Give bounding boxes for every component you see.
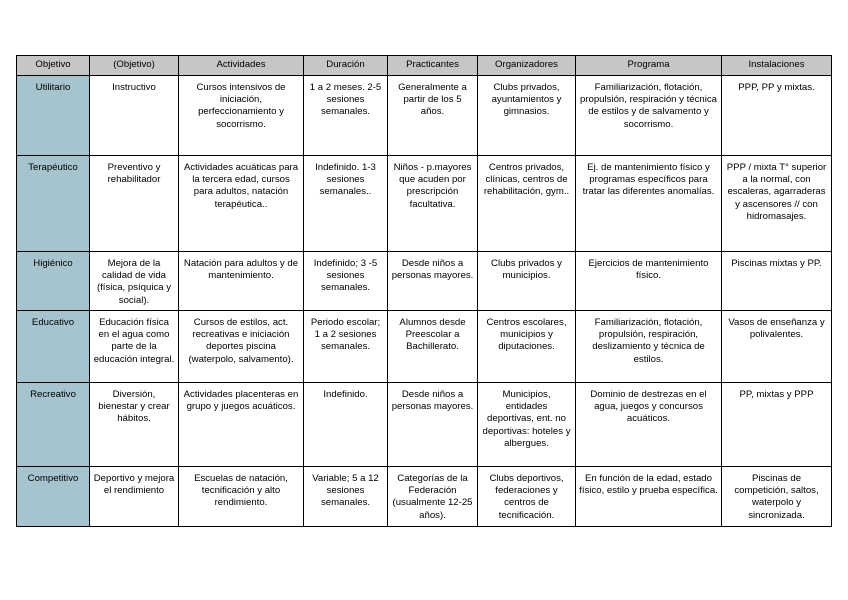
table-cell: Municipios, entidades deportivas, ent. no deportivas: hoteles y albergues. xyxy=(478,383,576,467)
table-row xyxy=(17,156,832,252)
table-cell: Dominio de destrezas en el agua, juegos y concursos acuáticos. xyxy=(576,383,722,467)
table-cell: Familiarización, flotación, propulsión, respiración, deslizamiento y técnica de estilos. xyxy=(576,311,722,383)
header-objetivo-secundario: (Objetivo) xyxy=(90,56,179,76)
table-row xyxy=(17,311,832,383)
table-cell: Mejora de la calidad de vida (física, psíquica y social). xyxy=(90,252,179,311)
table-cell: Ejercicios de mantenimiento físico. xyxy=(576,252,722,311)
table-cell: Actividades acuáticas para la tercera edad, cursos para adultos, natación terapéutica.. xyxy=(179,156,304,252)
table-cell: Niños - p.mayores que acuden por prescripción facultativa. xyxy=(388,156,478,252)
table-cell: Instructivo xyxy=(90,76,179,156)
row-objective-cell: Higiénico xyxy=(17,252,90,311)
table-cell: 1 a 2 meses. 2-5 sesiones semanales. xyxy=(304,76,388,156)
table-cell: Educación física en el agua como parte de la educación integral. xyxy=(90,311,179,383)
row-objective-cell: Educativo xyxy=(17,311,90,383)
table-cell: Diversión, bienestar y crear hábitos. xyxy=(90,383,179,467)
row-objective-cell: Recreativo xyxy=(17,383,90,467)
header-instalaciones: Instalaciones xyxy=(722,56,832,76)
table-cell: Indefinido. xyxy=(304,383,388,467)
table-cell: Ej. de mantenimiento físico y programas específicos para tratar las diferentes anomalías. xyxy=(576,156,722,252)
table-cell: PPP, PP y mixtas. xyxy=(722,76,832,156)
table-cell: Variable; 5 a 12 sesiones semanales. xyxy=(304,467,388,527)
header-objetivo: Objetivo xyxy=(17,56,90,76)
table-cell: Centros privados, clínicas, centros de rehabilitación, gym.. xyxy=(478,156,576,252)
table-cell: Clubs privados, ayuntamientos y gimnasios. xyxy=(478,76,576,156)
table-cell: Actividades placenteras en grupo y juegos acuáticos. xyxy=(179,383,304,467)
table-cell: Piscinas de competición, saltos, waterpolo y sincronizada. xyxy=(722,467,832,527)
table-cell: Generalmente a partir de los 5 años. xyxy=(388,76,478,156)
table-row xyxy=(17,252,832,311)
table-cell: En función de la edad, estado físico, estilo y prueba específica. xyxy=(576,467,722,527)
table-cell: Desde niños a personas mayores. xyxy=(388,252,478,311)
table-cell: Vasos de enseñanza y polivalentes. xyxy=(722,311,832,383)
row-objective-cell: Competitivo xyxy=(17,467,90,527)
table-cell: Cursos intensivos de iniciación, perfeccionamiento y socorrismo. xyxy=(179,76,304,156)
table-cell: Clubs deportivos, federaciones y centros de tecnificación. xyxy=(478,467,576,527)
table-cell: Indefinido. 1-3 sesiones semanales.. xyxy=(304,156,388,252)
header-actividades: Actividades xyxy=(179,56,304,76)
header-practicantes: Practicantes xyxy=(388,56,478,76)
table-cell: Deportivo y mejora el rendimiento xyxy=(90,467,179,527)
table-cell: Familiarización, flotación, propulsión, respiración y técnica de estilos y de salvamento y socorrismo. xyxy=(576,76,722,156)
table-cell: Natación para adultos y de mantenimiento. xyxy=(179,252,304,311)
row-objective-cell: Utilitario xyxy=(17,76,90,156)
table-cell: PP, mixtas y PPP xyxy=(722,383,832,467)
table-cell: Escuelas de natación, tecnificación y alto rendimiento. xyxy=(179,467,304,527)
header-organizadores: Organizadores xyxy=(478,56,576,76)
header-row xyxy=(17,56,832,76)
table-cell: Desde niños a personas mayores. xyxy=(388,383,478,467)
table-cell: Alumnos desde Preescolar a Bachillerato. xyxy=(388,311,478,383)
table-cell: Cursos de estilos, act. recreativas e iniciación deportes piscina (waterpolo, salvamento). xyxy=(179,311,304,383)
table-cell: Indefinido; 3 -5 sesiones semanales. xyxy=(304,252,388,311)
table-cell: Categorías de la Federación (usualmente 12-25 años). xyxy=(388,467,478,527)
table-cell: PPP / mixta T° superior a la normal, con escaleras, agarraderas y ascensores // con hidromasajes. xyxy=(722,156,832,252)
table-cell: Piscinas mixtas y PP. xyxy=(722,252,832,311)
header-duracion: Duración xyxy=(304,56,388,76)
row-objective-cell: Terapéutico xyxy=(17,156,90,252)
table-row xyxy=(17,76,832,156)
table-cell: Preventivo y rehabilitador xyxy=(90,156,179,252)
objectives-table xyxy=(16,55,832,527)
header-programa: Programa xyxy=(576,56,722,76)
table-row xyxy=(17,467,832,527)
table-cell: Centros escolares, municipios y diputaciones. xyxy=(478,311,576,383)
table-cell: Clubs privados y municipios. xyxy=(478,252,576,311)
table-cell: Periodo escolar; 1 a 2 sesiones semanales. xyxy=(304,311,388,383)
table-row xyxy=(17,383,832,467)
